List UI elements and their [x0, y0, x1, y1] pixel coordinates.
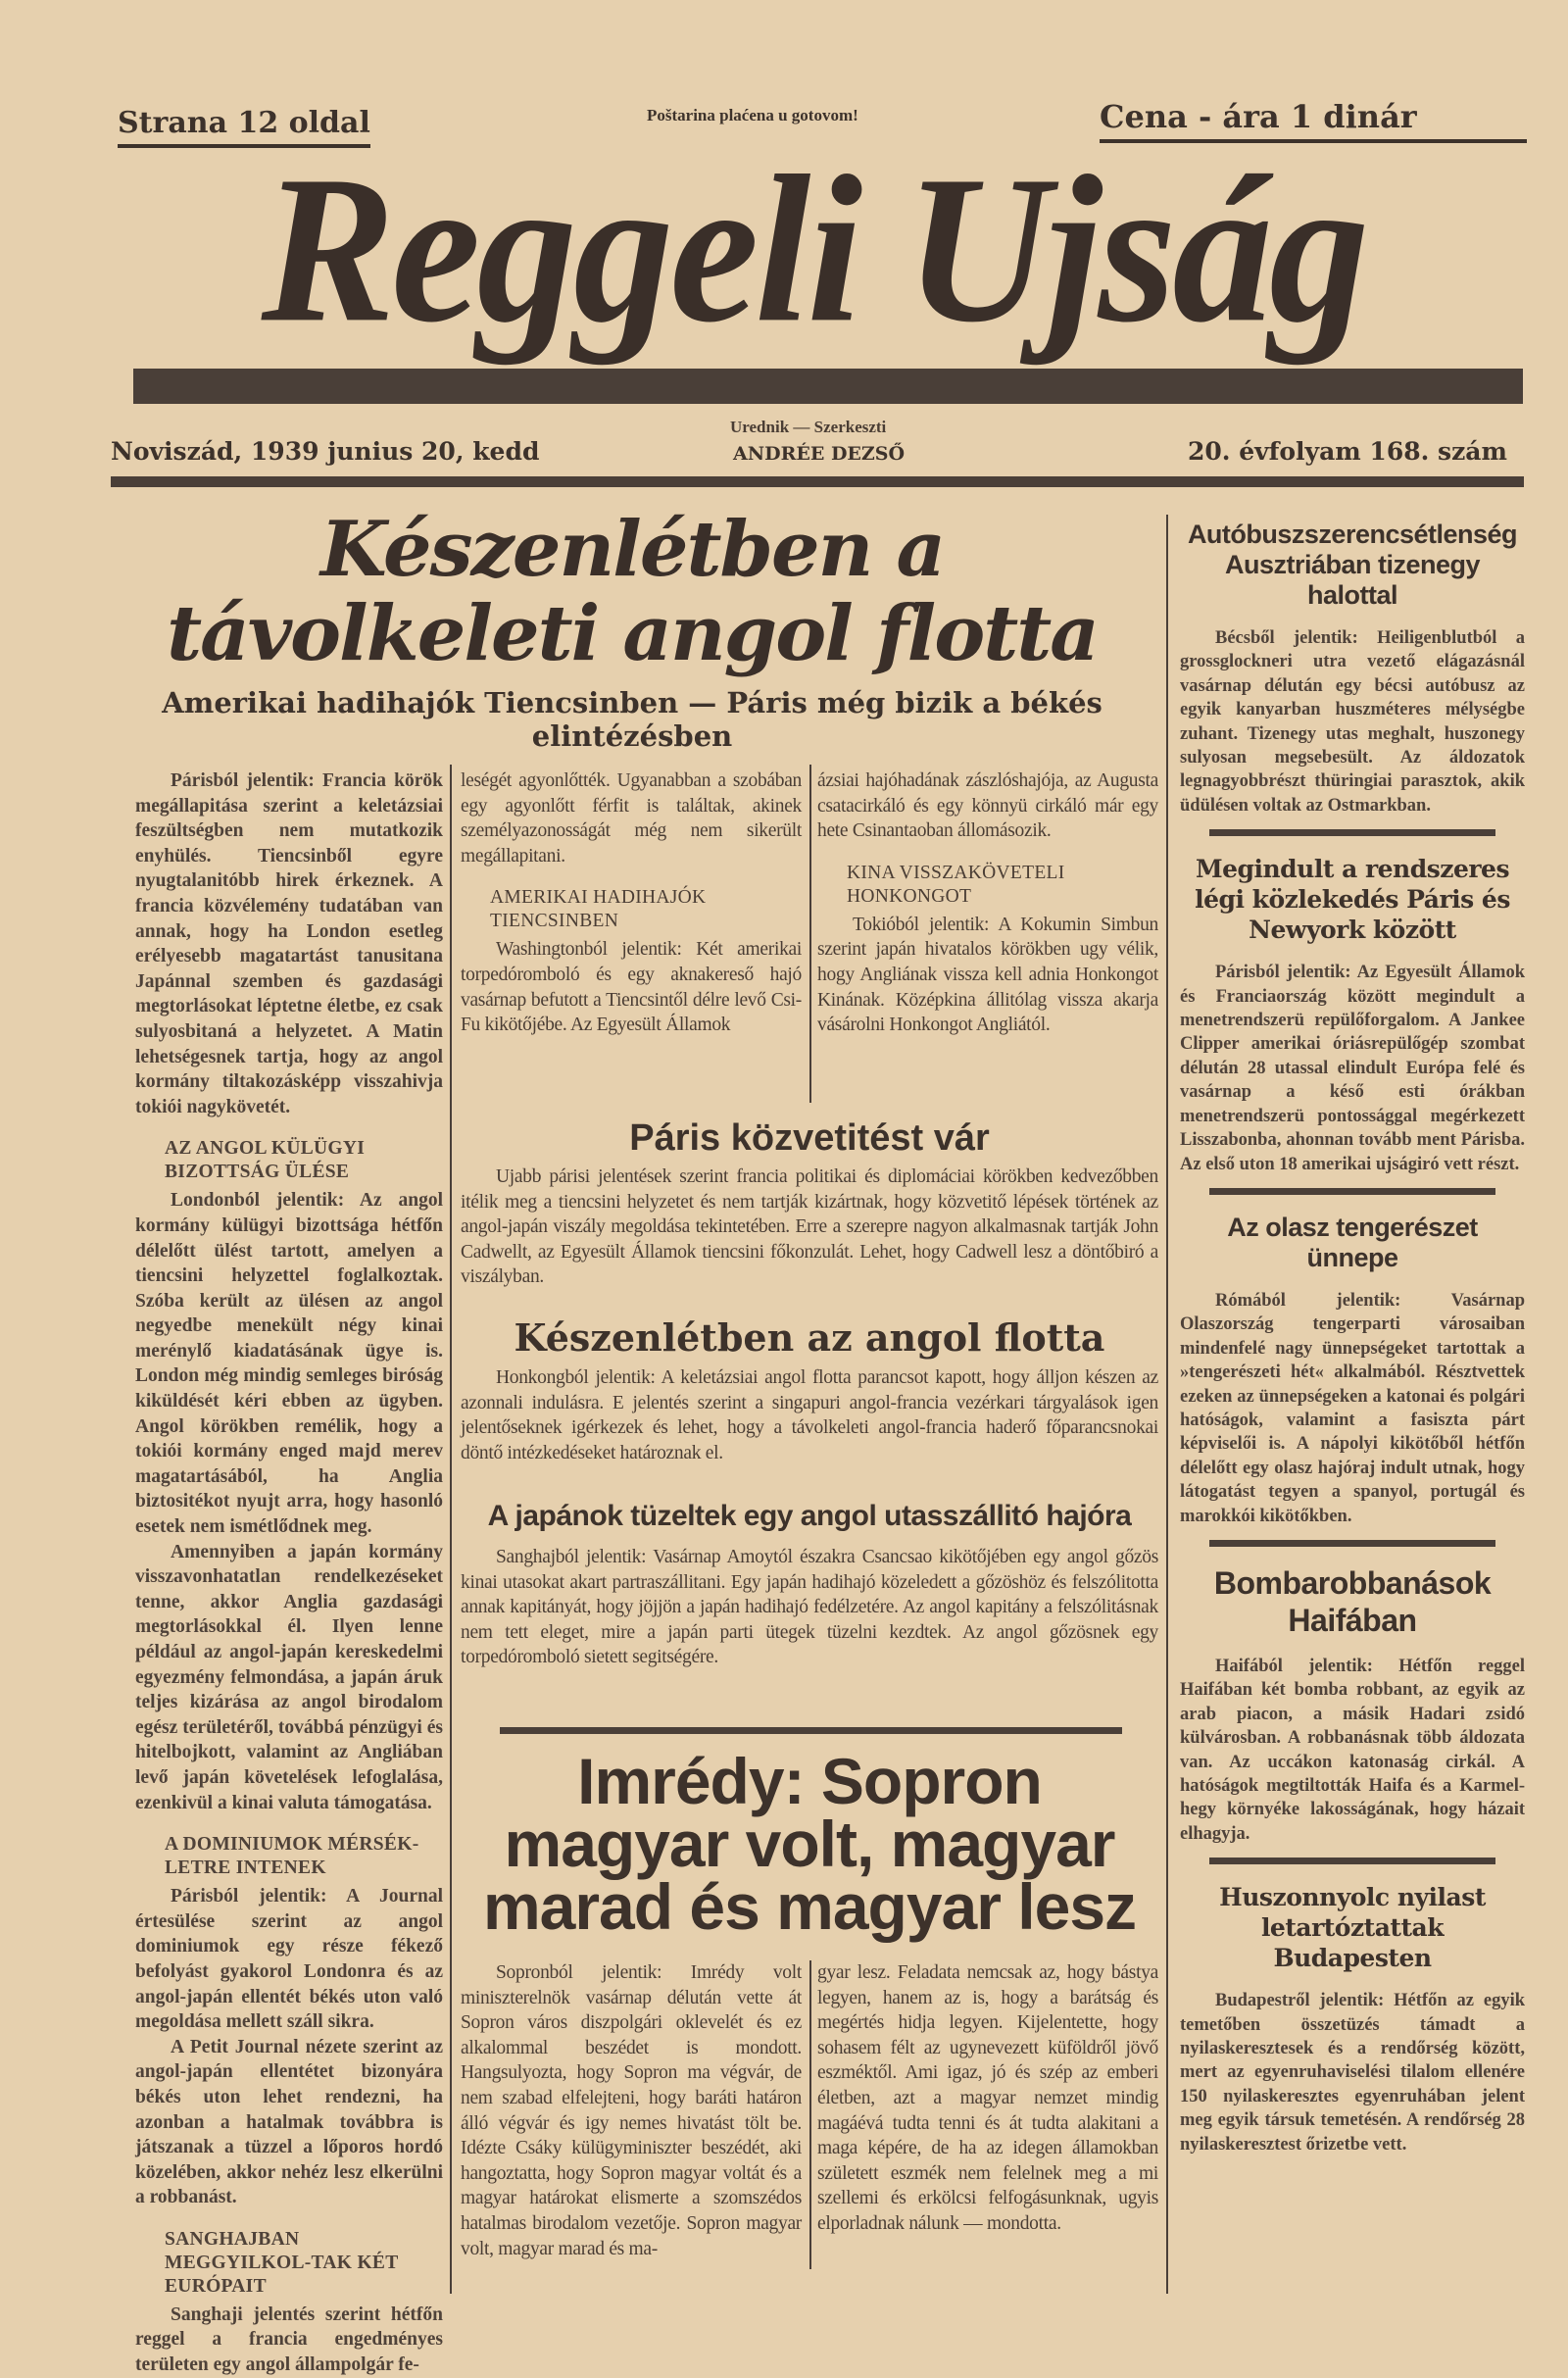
article-rule	[1209, 1188, 1495, 1195]
section-heading: AZ ANGOL KÜLÜGYI BIZOTTSÁG ÜLÉSE	[165, 1138, 366, 1183]
lead-headline: Készenlétben a távolkeleti angol flotta	[167, 505, 1098, 678]
page-count: Strana 12 oldal	[118, 106, 370, 148]
article-title: Az olasz tengerészet ünnepe	[1227, 1212, 1478, 1272]
paragraph: gyar lesz. Feladata nemcsak az, hogy bástya legyen, hanem az is, hogy a barátság és megértés hidja legyen. Kijelentette, hogy sohasem félt az ugynevezett küföldről jövő eszméktől. Ami igaz, jó és szép az emberi életben, azt a magyar nemzet mindig magáévá tudta tenni és át tudta alakitani a maga képére, de ha az idegen államokban született eszmék nem felelnek meg a mi szellemi és erkölcsi felfogásunknak, ugyis elporladnak nálunk — mondotta.	[817, 1962, 1158, 2234]
paragraph: Bécsből jelentik: Heiligenblutból a grossglockneri utra vezető elágazásnál vasárnap délután egy bécsi autóbusz az egyik kanyarban huszméteres mélységbe zuhant. Tizenegy utas meghalt, huszonegy sulyosan megsebesült. Az áldozatok legnagyobbrészt thüringiai parasztok, akik üdülésen voltak az Ostmarkban.	[1180, 628, 1525, 816]
article-title: Készenlétben az angol flotta	[514, 1315, 1105, 1360]
article-title: Huszonnyolc nyilast letartóztattak Budapesten	[1219, 1883, 1486, 1973]
paragraph: Tokióból jelentik: A Kokumin Simbun szerint japán hivatalos körökben ugy vélik, hogy Angliának vissza kell adnia Honkongot Kinának. Középkina állitólag vissza akarja vásárolni Honkongot Angliától.	[817, 914, 1158, 1036]
paragraph: Ujabb párisi jelentések szerint francia politikai és diplomáciai körökben kedvezőbben itélik meg a tiencsini helyzetet és nem tartják kizártnak, hogy közvetitő lépések történek az angol-japán viszály megoldása tekintetében. Erre a szerepre nagyon alkalmasnak tartják John Cadwellt, az Egyesült Államok tiencsini főkonzulát. Lehet, hogy Cadwell lesz a döntőbiró a viszályban.	[461, 1166, 1158, 1288]
masthead-bar	[133, 369, 1523, 404]
paragraph: Párisból jelentik: A Journal értesülése szerint az angol dominiumok egy része fékező befolyást gyakorol Londonra és az angol-japán ellentét békés uton való megoldása mellett száll sikra.	[135, 1886, 443, 2033]
column-divider	[809, 1960, 811, 2269]
paragraph: A Petit Journal nézete szerint az angol-japán ellentétet bizonyára békés uton lehet rendezni, ha azonban a hatalmak továbbra is játszanak a tüzzel a lőporos hordó közelében, akkor nehéz lesz elkerülni a robbanást.	[135, 2036, 443, 2208]
paragraph: Londonból jelentik: Az angol kormány külügyi bizottsága hétfőn délelőtt ülést tartott, amelyen a tiencsini helyzettel foglalkoztak. Szóba került az ülésen az angol negyedbe menekült négy kinai merénylő kiadatásának ügye is. London még mindig semleges biróság kiküldését kéri ebben az ügyben. Angol körökben remélik, hogy a tokiói kormány enged majd merev magatartásából, ha Anglia biztositékot nyujt arra, hogy hasonló esetek nem ismétlődnek meg.	[135, 1190, 443, 1538]
sopron-headline: Imrédy: Sopron magyar volt, magyar marad és magyar lesz	[482, 1745, 1137, 1943]
paragraph: Honkongból jelentik: A keletázsiai angol flotta parancsot kapott, hogy álljon készen az azonnali indulásra. E jelentés szerint a singapuri angol-francia vezérkari tárgyalások igen jelentőseknek igérkezek és lehet, hogy a távolkeleti angol-francia haderő főparancsnokai döntő intézkedéseket határoznak el.	[461, 1367, 1158, 1463]
paragraph: Sanghajból jelentik: Vasárnap Amoytól északra Csancsao kikötőjében egy angol gőzös kinai utasokat akart partraszállitani. Egy japán hadihajó közeledett a gőzöshöz és felszólitotta annak kapitányát, hogy jöjjön a japán hadihajó fedélzetére. Az angol kapitány a felszólitásnak nem tett eleget, mire a japán parti ütegek tüzelni kezdtek. Az angol gőzösnek egy torpedóromboló sietett segitségére.	[461, 1547, 1158, 1668]
newspaper-title: Reggeli Ujság	[261, 132, 1366, 367]
column-divider	[809, 765, 811, 1103]
section-heading: SANGHAJBAN MEGGYILKOL-TAK KÉT EURÓPAIT	[165, 2228, 399, 2297]
editor-name: ANDRÉE DEZSŐ	[733, 443, 906, 465]
column-divider	[450, 765, 452, 2294]
section-heading: KINA VISSZAKÖVETELI HONKONGOT	[847, 862, 1065, 907]
column-divider	[1166, 515, 1168, 2294]
article-title: Megindult a rendszeres légi közlekedés Páris és Newyork között	[1195, 855, 1510, 945]
paragraph: Amennyiben a japán kormány visszavonhatatlan rendelkezéseket tenne, akkor Anglia gazdasági megtorlásokkal él. Ilyen lenne például az angol-japán kereskedelmi egyezmény felmondása, a japán áruk teljes kizárása az angol birodalom egész területéről, továbbá pénzügyi és hitelbojkott, valamint az Angliában levő japán követelések lefoglalása, ezenkivül a kinai valuta támogatása.	[135, 1541, 443, 1813]
article-rule	[1209, 1858, 1495, 1864]
editor-label: Urednik — Szerkeszti	[730, 418, 887, 436]
paragraph: Rómából jelentik: Vasárnap Olaszország tengerparti városaiban mindenfelé nagy ünnepségeket tartottak a »tengerészeti hét« alkalmából. Résztvettek ezeken az ünnepségeken a katonai és polgári hatóságok, valamint a fasiszta párt képviselői is. A nápolyi kikötőből hétfőn délelőtt egy olasz hajóraj indult utnak, hogy látogatást tegyen a spanyol, portugál és marokkói kikötőkben.	[1180, 1290, 1525, 1526]
lead-column-mid1	[461, 768, 802, 1038]
paragraph: Párisból jelentik: Az Egyesült Államok és Franciaország között megindult a menetrendszerü repülőforgalom. A Jankee Clipper amerikai óriásrepülőgép szombat délután 28 utassal elindult Európa felé és vasárnap a késő esti órákban menetrendszerü pontossággal megérkezett Lisszabonba, ahonnan tovább ment Párisba. Az első uton 18 amerikai ujságiró vett részt.	[1180, 963, 1525, 1174]
paragraph: ázsiai hajóhadának zászlóshajója, az Augusta csatacirkáló és egy könnyü cirkáló már egy hete Csinantaoban állomásozik.	[817, 770, 1158, 842]
date-line: Noviszád, 1939 junius 20, kedd	[111, 437, 540, 466]
article-rule	[1209, 829, 1495, 836]
price: Cena - ára 1 dinár	[1100, 98, 1527, 143]
article-body	[461, 1365, 1158, 1465]
paragraph: Budapestről jelentik: Hétfőn az egyik temetőben összetüzés támadt a nyilaskeresztesek és a rendőrség között, mert az egyenruhaviselési tilalom ellenére 150 nyilaskeresztes egyenruhában jelent meg egyik társuk temetésén. A rendőrség 28 nyilaskeresztest őrizetbe vett.	[1180, 1991, 1525, 2155]
article-body	[461, 1545, 1158, 1670]
paragraph: Haifából jelentik: Hétfőn reggel Haifában két bomba robbant, az egyik az arab piacon, a másik Hadari zsidó külvárosban. A robbanásnak több áldozata van. Az uccákon katonaság cirkál. A hatóságok megtiltották Haifa és a Karmel-hegy környéke lakosságának, hogy házait elhagyja.	[1180, 1656, 1525, 1844]
article-title: Autóbuszszerencsétlenség Ausztriában tizenegy halottal	[1187, 520, 1518, 610]
article-title: Bombarobbanások Haifában	[1213, 1564, 1492, 1638]
article-rule	[500, 1727, 1122, 1734]
article-rule	[1209, 1540, 1495, 1547]
section-heading: A DOMINIUMOK MÉRSÉK-LETRE INTENEK	[165, 1834, 419, 1879]
sopron-column-1	[461, 1960, 802, 2261]
paragraph: leségét agyonlőtték. Ugyanabban a szobában egy agyonlőtt férfit is találtak, akinek személyazonosságát még nem sikerült megállapitani.	[461, 770, 802, 867]
lead-subhead: Amerikai hadihajók Tiencsinben — Páris még bizik a békés elintézésben	[162, 686, 1102, 753]
article-title: Páris közvetitést vár	[629, 1117, 990, 1159]
section-heading: AMERIKAI HADIHAJÓK TIENCSINBEN	[490, 887, 707, 932]
lead-column-left	[135, 768, 443, 2378]
paragraph: Sopronból jelentik: Imrédy volt miniszterelnök vasárnap délután vette át Sopron város diszpolgári oklevelét és ez alkalommal beszédet is mondott. Hangsulyozta, hogy Sopron ma végvár, de nem szabad elfelejteni, hogy baráti határon álló végvár és igy nemes hivatást tölt be. Idézte Csáky külügyminiszter beszédét, aki hangoztatta, hogy Sopron magyar voltát és a magyar határokat elismerte a szomszédos hatalmas birodalom vezetője. Sopron magyar volt, magyar marad és ma-	[461, 1962, 802, 2259]
article-body	[461, 1164, 1158, 1290]
paragraph: Washingtonból jelentik: Két amerikai torpedóromboló és egy aknakereső hajó vasárnap befutott a Tiencsintől délre levő Csi-Fu kikötőjébe. Az Egyesült Államok	[461, 939, 802, 1036]
article-title: A japánok tüzeltek egy angol utasszállitó hajóra	[487, 1500, 1132, 1532]
issue-number: 20. évfolyam 168. szám	[1188, 437, 1507, 466]
sopron-column-2	[817, 1960, 1158, 2237]
paragraph: Párisból jelentik: Francia körök megállapitása szerint a keletázsiai feszültségben nem mutatkozik enyhülés. Tiencsinből egyre nyugtalanitóbb hirek érkeznek. A francia közvélemény tudatában van annak, hogy ha London esetleg erélyesebb magatartást tanusitana Japánnal szemben és gazdasági megtorlásokat léptetne életbe, ez csak sulyosbitaná a helyzetet. A Matin lehetségesnek tartja, hogy az angol kormány tiltakozásképp visszahivja tokiói nagykövetét.	[135, 770, 443, 1117]
header-rule	[111, 476, 1524, 487]
right-column	[1180, 520, 1525, 2156]
lead-column-mid2	[817, 768, 1158, 1038]
postage-note: Poštarina plaćena u gotovom!	[647, 106, 858, 124]
paragraph: Sanghaji jelentés szerint hétfőn reggel a francia engedményes területen egy angol állampolgár fe-	[135, 2304, 443, 2376]
